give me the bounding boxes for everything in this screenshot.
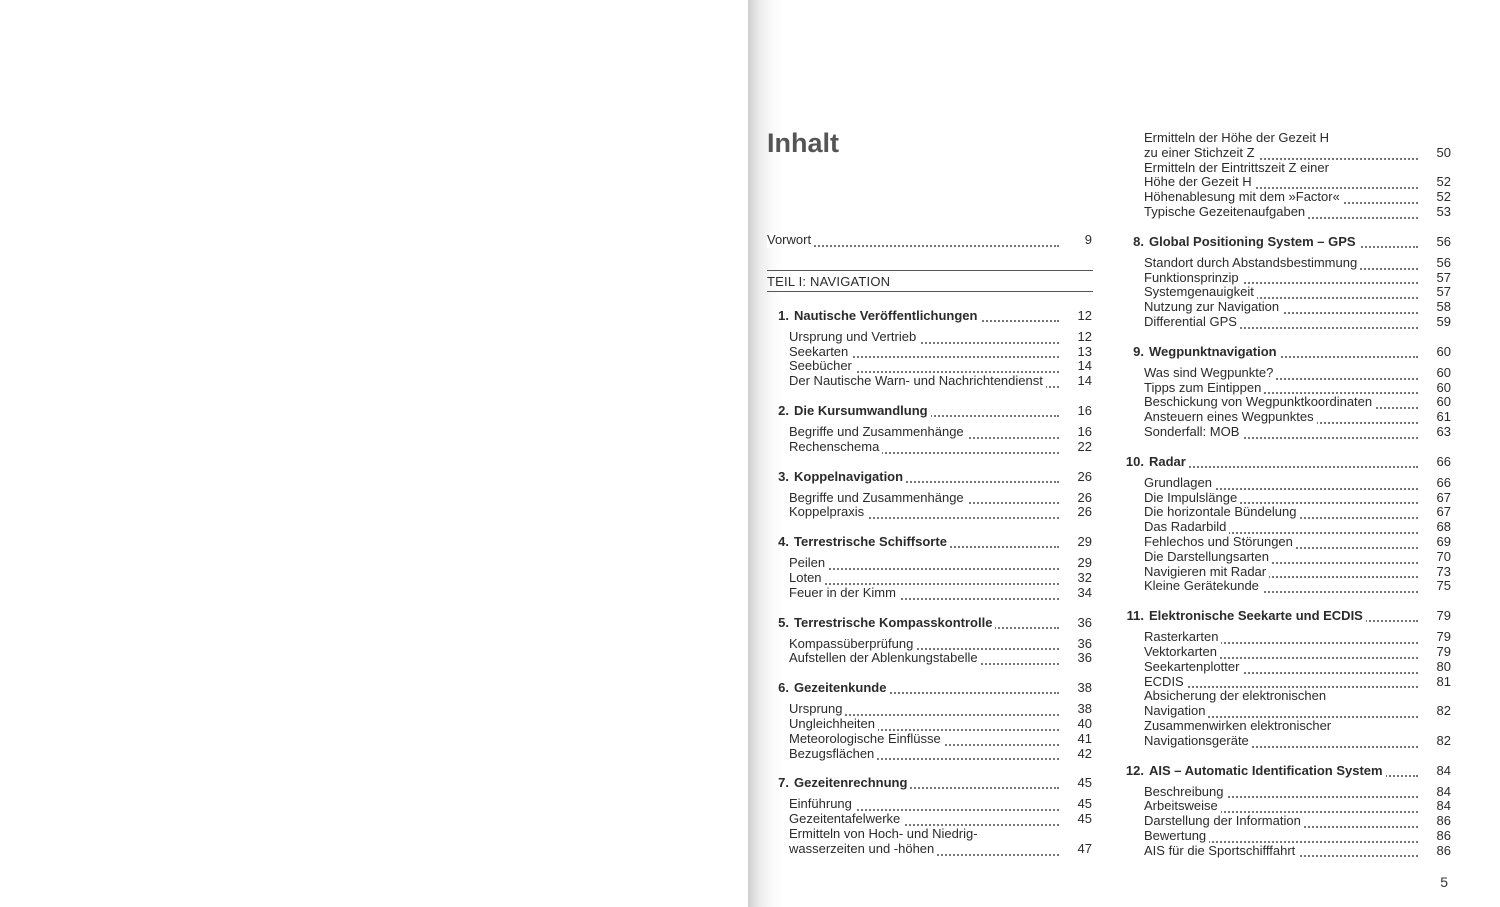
chapter-title: Wegpunktnavigation [1149, 344, 1280, 359]
chapter-number: 12. [1125, 762, 1144, 778]
toc-entry[interactable] [1144, 719, 1452, 734]
toc-entry-label: Gezeitentafelwerke [789, 812, 903, 827]
chapter-title: AIS – Automatic Identification System [1149, 763, 1386, 778]
toc-entry-page: 68 [1433, 520, 1451, 535]
toc-entry-label: Beschreibung [1144, 785, 1227, 800]
chapter-items [767, 556, 1093, 600]
toc-entry-page: 42 [1074, 747, 1092, 762]
toc-entry[interactable] [789, 345, 1093, 360]
toc-entry-label: Fehlechos und Störungen [1144, 535, 1296, 550]
chapter-page: 56 [1433, 234, 1451, 250]
toc-entry-label: zu einer Stichzeit Z [1144, 146, 1258, 161]
toc-entry[interactable] [1144, 535, 1452, 550]
toc-entry-page: 58 [1433, 300, 1451, 315]
chapter-heading[interactable] [767, 534, 1093, 550]
table-of-contents-page [750, 0, 1500, 907]
toc-entry[interactable] [789, 374, 1093, 389]
chapter-items [767, 330, 1093, 389]
toc-entry[interactable] [1144, 660, 1452, 675]
chapter-page: 36 [1074, 615, 1092, 631]
toc-entry-page: 60 [1433, 395, 1451, 410]
toc-entry[interactable] [1144, 520, 1452, 535]
toc-entry-page: 63 [1433, 425, 1451, 440]
toc-entry-label: Vorwort [767, 233, 814, 248]
toc-entry[interactable] [789, 571, 1093, 586]
toc-entry-page: 86 [1433, 844, 1451, 859]
toc-entry-page: 14 [1074, 359, 1092, 374]
toc-entry-label: Absicherung der elektronischen [1144, 689, 1329, 704]
dot-leader [1150, 458, 1418, 468]
toc-entry[interactable] [1144, 476, 1452, 491]
chapter-number: 8. [1133, 233, 1144, 249]
toc-entry-label: Loten [789, 571, 825, 586]
toc-entry-page: 52 [1433, 175, 1451, 190]
page-number: 5 [1440, 874, 1448, 890]
toc-entry-label: Ursprung [789, 702, 845, 717]
toc-entry-label: Kompassüberprüfung [789, 637, 916, 652]
page-title: Inhalt [767, 128, 839, 158]
toc-entry-page: 56 [1433, 256, 1451, 271]
toc-entry-page: 32 [1074, 571, 1092, 586]
chapter-page: 16 [1074, 403, 1092, 419]
chapter-page: 60 [1433, 344, 1451, 360]
toc-entry-label: Grundlagen [1144, 476, 1215, 491]
chapter-number: 3. [778, 468, 789, 484]
toc-entry-page: 73 [1433, 565, 1451, 580]
toc-entry-label: Vektorkarten [1144, 645, 1220, 660]
toc-entry-page: 26 [1074, 505, 1092, 520]
toc-entry-page: 86 [1433, 829, 1451, 844]
toc-entry-label: Navigation [1144, 704, 1208, 719]
chapter-page: 84 [1433, 763, 1451, 779]
chapter-number: 2. [778, 402, 789, 418]
toc-entry-page: 84 [1433, 785, 1451, 800]
toc-entry-label: Aufstellen der Ablenkungstabelle [789, 651, 981, 666]
toc-entry-page: 53 [1433, 205, 1451, 220]
toc-entry-page: 22 [1074, 440, 1092, 455]
toc-entry-page: 36 [1074, 637, 1092, 652]
toc-entry-label: Einführung [789, 797, 855, 812]
toc-entry-label: Beschickung von Wegpunktkoordinaten [1144, 395, 1375, 410]
toc-entry-label: Ermitteln der Eintrittszeit Z einer [1144, 161, 1332, 176]
chapter-title: Terrestrische Schiffsorte [794, 534, 950, 549]
toc-entry-label: Ermitteln von Hoch- und Niedrig- [789, 827, 981, 842]
toc-entry-label: ECDIS [1144, 675, 1187, 690]
toc-entry-label: Begriffe und Zusammenhänge [789, 425, 967, 440]
dot-leader [789, 575, 1059, 585]
toc-right-column [1122, 131, 1452, 858]
toc-entry[interactable] [1144, 205, 1452, 220]
toc-entry[interactable] [1144, 285, 1452, 300]
chapter-number: 1. [778, 307, 789, 323]
right-chapter-list [1122, 234, 1452, 859]
toc-entry-page: 38 [1074, 702, 1092, 717]
toc-entry-page: 79 [1433, 630, 1451, 645]
toc-entry-page: 79 [1433, 645, 1451, 660]
chapter-page: 79 [1433, 608, 1451, 624]
chapter-heading[interactable] [1122, 763, 1452, 779]
toc-entry-page: 52 [1433, 190, 1451, 205]
toc-entry[interactable] [789, 637, 1093, 652]
toc-entry-label: Was sind Wegpunkte? [1144, 366, 1276, 381]
toc-entry-page: 26 [1074, 491, 1092, 506]
chapter-heading[interactable] [767, 680, 1093, 696]
toc-entry[interactable] [1144, 799, 1452, 814]
chapter-title: Radar [1149, 454, 1189, 469]
toc-entry-label: Sonderfall: MOB [1144, 425, 1242, 440]
dot-leader [789, 560, 1059, 570]
toc-entry[interactable] [1144, 410, 1452, 425]
chapter-items [1122, 366, 1452, 440]
chapter-heading[interactable] [767, 403, 1093, 419]
toc-entry[interactable] [789, 702, 1093, 717]
toc-entry-label: Die Impulslänge [1144, 491, 1240, 506]
toc-entry-label: Differential GPS [1144, 315, 1240, 330]
toc-entry-page: 45 [1074, 797, 1092, 812]
toc-entry[interactable] [789, 747, 1093, 762]
chapter-number: 11. [1126, 608, 1144, 624]
chapter-page: 29 [1074, 534, 1092, 550]
part-heading: TEIL I: NAVIGATION [767, 270, 1093, 292]
toc-entry[interactable] [1144, 689, 1452, 704]
chapter-number: 5. [778, 614, 789, 630]
chapter-items [767, 797, 1093, 856]
toc-entry-label: Rechenschema [789, 440, 882, 455]
toc-entry-page: 61 [1433, 410, 1451, 425]
toc-entry-label: Ermitteln der Höhe der Gezeit H [1144, 131, 1332, 146]
toc-entry-label: Arbeitsweise [1144, 799, 1221, 814]
chapter-page: 38 [1074, 680, 1092, 696]
chapter-title: Nautische Veröffentlichungen [794, 308, 980, 323]
toc-entry[interactable] [1144, 785, 1452, 800]
toc-entry-page: 75 [1433, 579, 1451, 594]
chapter-number: 10. [1125, 453, 1144, 469]
toc-entry-label: Feuer in der Kimm [789, 586, 899, 601]
chapter-page: 45 [1074, 775, 1092, 791]
toc-entry-label: AIS für die Sportschifffahrt [1144, 844, 1298, 859]
toc-entry-label: wasserzeiten und -höhen [789, 842, 937, 857]
chapter-number: 4. [778, 534, 789, 550]
toc-entry-page: 59 [1433, 315, 1451, 330]
toc-entry-page: 69 [1433, 535, 1451, 550]
chapter-heading[interactable] [767, 775, 1093, 791]
toc-entry-label: Ansteuern eines Wegpunktes [1144, 410, 1317, 425]
toc-entry[interactable] [1144, 366, 1452, 381]
toc-entry[interactable] [789, 556, 1093, 571]
toc-entry[interactable] [1144, 550, 1452, 565]
toc-entry-label: Bewertung [1144, 829, 1209, 844]
chapter-heading[interactable] [1122, 454, 1452, 470]
toc-entry-label: Zusammenwirken elektronischer [1144, 719, 1334, 734]
toc-entry-label: Höhenablesung mit dem »Factor« [1144, 190, 1343, 205]
toc-entry-page: 12 [1074, 330, 1092, 345]
continued-entries [1122, 131, 1452, 220]
toc-entry-page: 81 [1433, 675, 1451, 690]
toc-entry[interactable] [1144, 565, 1452, 580]
toc-entry[interactable] [789, 732, 1093, 747]
toc-entry-page: 82 [1433, 734, 1451, 749]
toc-entry[interactable] [1144, 630, 1452, 645]
toc-entry[interactable] [1144, 190, 1452, 205]
toc-entry-label: Funktionsprinzip [1144, 271, 1242, 286]
toc-entry-vorwort[interactable] [767, 233, 1093, 248]
chapter-number: 9. [1133, 343, 1144, 359]
toc-entry-label: Die horizontale Bündelung [1144, 505, 1300, 520]
toc-entry[interactable] [789, 425, 1093, 440]
chapter-title: Gezeitenrechnung [794, 775, 910, 790]
toc-entry-page: 36 [1074, 651, 1092, 666]
toc-entry-label: Tipps zum Eintippen [1144, 381, 1264, 396]
toc-entry[interactable] [789, 330, 1093, 345]
toc-entry-page: 9 [1081, 233, 1092, 248]
toc-entry[interactable] [1144, 256, 1452, 271]
chapter-number: 7. [778, 775, 789, 791]
toc-entry-label: Begriffe und Zusammenhänge [789, 491, 967, 506]
toc-entry-page: 57 [1433, 271, 1451, 286]
toc-entry[interactable] [1144, 829, 1452, 844]
toc-entry[interactable] [1144, 675, 1452, 690]
toc-entry-label: Der Nautische Warn- und Nachrichtendienst [789, 374, 1046, 389]
toc-entry[interactable] [1144, 131, 1452, 146]
toc-entry-page: 70 [1433, 550, 1451, 565]
toc-entry-page: 86 [1433, 814, 1451, 829]
toc-entry[interactable] [789, 440, 1093, 455]
toc-entry[interactable] [1144, 579, 1452, 594]
toc-entry-page: 60 [1433, 381, 1451, 396]
toc-entry-page: 84 [1433, 799, 1451, 814]
toc-entry-label: Navigieren mit Radar [1144, 565, 1269, 580]
toc-entry[interactable] [1144, 161, 1452, 176]
chapter-heading[interactable] [767, 308, 1093, 324]
chapter-page: 26 [1074, 469, 1092, 485]
chapter-title: Elektronische Seekarte und ECDIS [1149, 608, 1366, 623]
toc-entry[interactable] [1144, 814, 1452, 829]
toc-entry-page: 50 [1433, 146, 1451, 161]
toc-entry-label: Das Radarbild [1144, 520, 1229, 535]
toc-entry[interactable] [1144, 425, 1452, 440]
chapter-items [767, 425, 1093, 455]
toc-entry[interactable] [1144, 146, 1452, 161]
left-chapter-list [767, 308, 1093, 857]
chapter-items [1122, 785, 1452, 859]
toc-entry-page: 66 [1433, 476, 1451, 491]
toc-entry-label: Rasterkarten [1144, 630, 1221, 645]
toc-entry-label: Seekarten [789, 345, 851, 360]
toc-entry[interactable] [1144, 645, 1452, 660]
toc-entry-page: 82 [1433, 704, 1451, 719]
toc-entry-label: Die Darstellungsarten [1144, 550, 1272, 565]
toc-entry[interactable] [1144, 175, 1452, 190]
toc-entry-label: Ursprung und Vertrieb [789, 330, 919, 345]
chapter-items [767, 702, 1093, 761]
chapter-number: 6. [778, 680, 789, 696]
toc-entry-page: 16 [1074, 425, 1092, 440]
toc-entry-page: 57 [1433, 285, 1451, 300]
toc-entry[interactable] [789, 717, 1093, 732]
chapter-items [767, 491, 1093, 521]
chapter-heading[interactable] [767, 469, 1093, 485]
toc-entry-label: Darstellung der Information [1144, 814, 1304, 829]
toc-entry-page: 67 [1433, 491, 1451, 506]
chapter-items [1122, 630, 1452, 748]
toc-left-column [767, 233, 1093, 857]
toc-entry[interactable] [789, 586, 1093, 601]
toc-entry[interactable] [789, 359, 1093, 374]
toc-entry[interactable] [789, 651, 1093, 666]
toc-entry-page: 13 [1074, 345, 1092, 360]
toc-entry-label: Ungleichheiten [789, 717, 878, 732]
toc-entry[interactable] [789, 812, 1093, 827]
toc-entry-page: 34 [1074, 586, 1092, 601]
toc-entry[interactable] [789, 827, 1093, 842]
toc-entry-page: 14 [1074, 374, 1092, 389]
toc-entry-page: 40 [1074, 717, 1092, 732]
chapter-page: 12 [1074, 308, 1092, 324]
toc-entry-label: Höhe der Gezeit H [1144, 175, 1255, 190]
chapter-heading[interactable] [1122, 344, 1452, 360]
toc-entry[interactable] [1144, 315, 1452, 330]
toc-entry-page: 29 [1074, 556, 1092, 571]
toc-entry-label: Systemgenauigkeit [1144, 285, 1257, 300]
chapter-items [1122, 256, 1452, 330]
toc-entry-label: Seebücher [789, 359, 855, 374]
toc-entry-page: 41 [1074, 732, 1092, 747]
toc-entry[interactable] [1144, 844, 1452, 859]
toc-entry[interactable] [789, 491, 1093, 506]
toc-entry-label: Kleine Gerätekunde [1144, 579, 1262, 594]
chapter-items [1122, 476, 1452, 594]
toc-entry-page: 80 [1433, 660, 1451, 675]
toc-entry-label: Koppelpraxis [789, 505, 867, 520]
toc-entry-label: Navigationsgeräte [1144, 734, 1252, 749]
chapter-title: Gezeitenkunde [794, 680, 889, 695]
toc-entry[interactable] [789, 842, 1093, 857]
toc-entry[interactable] [1144, 505, 1452, 520]
toc-entry-label: Typische Gezeitenaufgaben [1144, 205, 1308, 220]
toc-entry-page: 45 [1074, 812, 1092, 827]
chapter-heading[interactable] [767, 615, 1093, 631]
toc-entry-label: Meteorologische Einflüsse [789, 732, 944, 747]
toc-entry-label: Standort durch Abstandsbestimmung [1144, 256, 1360, 271]
toc-entry-page: 60 [1433, 366, 1451, 381]
toc-entry[interactable] [1144, 734, 1452, 749]
toc-entry[interactable] [1144, 491, 1452, 506]
toc-entry[interactable] [789, 797, 1093, 812]
toc-entry-label: Nutzung zur Navigation [1144, 300, 1282, 315]
toc-entry[interactable] [1144, 381, 1452, 396]
chapter-title: Die Kursumwandlung [794, 403, 931, 418]
chapter-title: Koppelnavigation [794, 469, 906, 484]
toc-entry-page: 47 [1074, 842, 1092, 857]
toc-entry-label: Seekartenplotter [1144, 660, 1242, 675]
toc-entry-page: 67 [1433, 505, 1451, 520]
chapter-heading[interactable] [1122, 608, 1452, 624]
toc-entry[interactable] [1144, 704, 1452, 719]
chapter-page: 66 [1433, 454, 1451, 470]
toc-entry[interactable] [789, 505, 1093, 520]
toc-entry-label: Peilen [789, 556, 828, 571]
chapter-title: Terrestrische Kompasskontrolle [794, 615, 995, 630]
toc-entry[interactable] [1144, 395, 1452, 410]
toc-entry-label: Bezugsflächen [789, 747, 877, 762]
toc-entry[interactable] [1144, 271, 1452, 286]
chapter-title: Global Positioning System – GPS [1149, 234, 1359, 249]
toc-entry[interactable] [1144, 300, 1452, 315]
chapter-heading[interactable] [1122, 234, 1452, 250]
chapter-items [767, 637, 1093, 667]
